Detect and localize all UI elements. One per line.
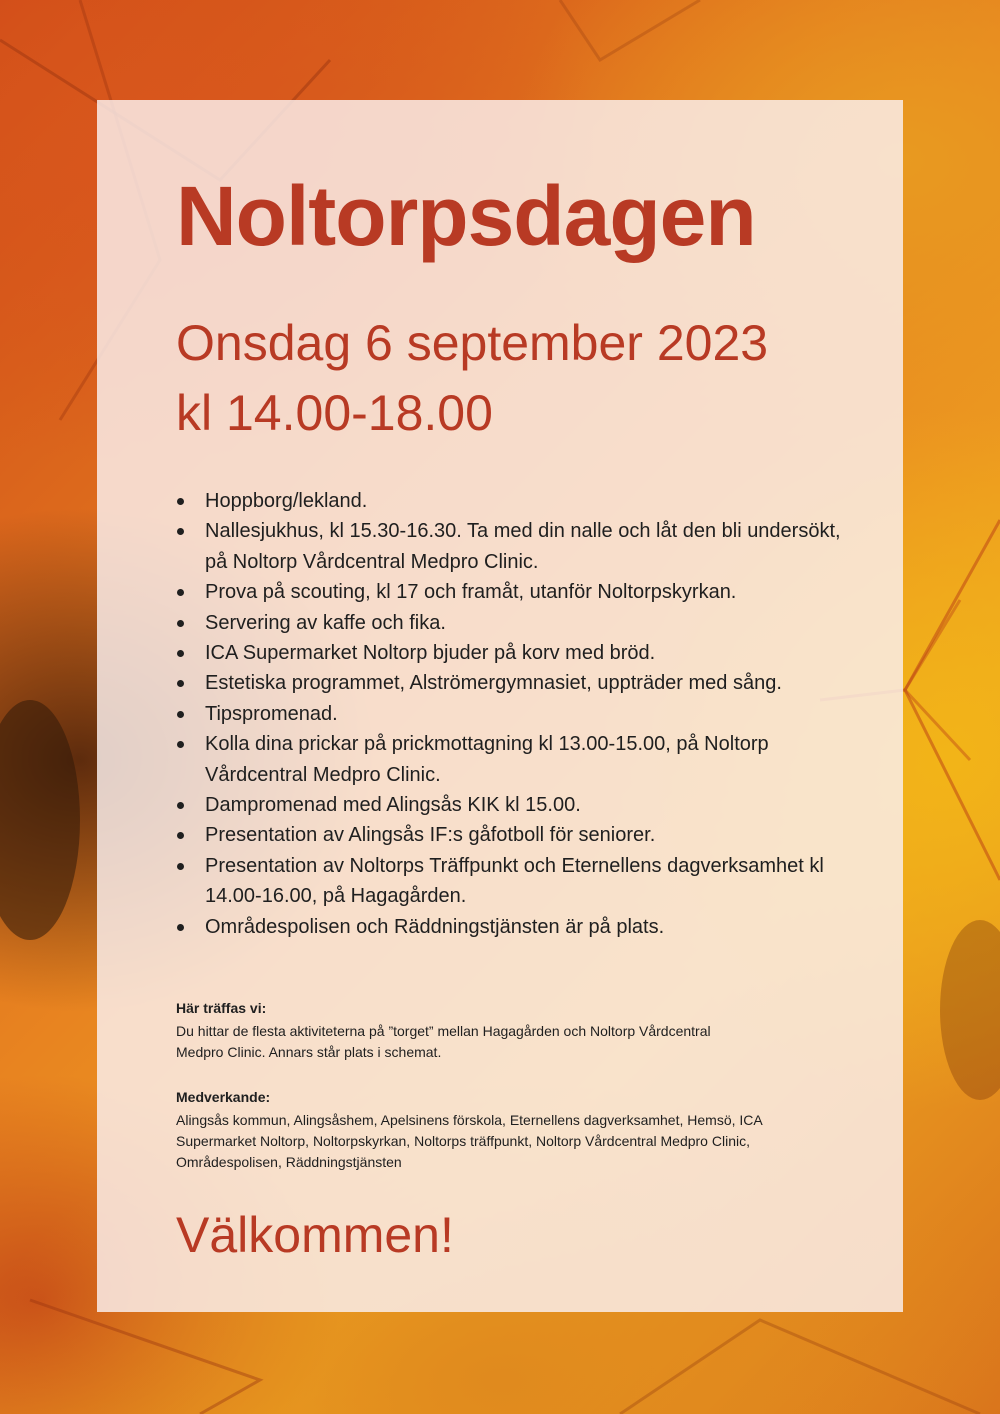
meeting-heading: Här träffas vi:	[176, 1000, 267, 1016]
activity-item: Servering av kaffe och fika.	[176, 608, 866, 638]
event-date: Onsdag 6 september 2023	[176, 315, 769, 371]
activity-item: Presentation av Alingsås IF:s gåfotboll för seniorer.	[176, 820, 866, 850]
activity-item: Dampromenad med Alingsås KIK kl 15.00.	[176, 790, 866, 820]
activity-list	[176, 486, 866, 942]
welcome-text: Välkommen!	[176, 1207, 454, 1263]
activity-item: Estetiska programmet, Alströmergymnasiet, uppträder med sång.	[176, 668, 866, 698]
activity-item: Prova på scouting, kl 17 och framåt, utanför Noltorpskyrkan.	[176, 577, 866, 607]
meeting-text: Du hittar de flesta aktiviteterna på ”torget” mellan Hagagården och Noltorp Vårdcentral Medpro Clinic. Annars står plats i schemat.	[176, 1023, 711, 1060]
activity-item: Presentation av Noltorps Träffpunkt och Eternellens dagverksamhet kl 14.00-16.00, på Hagagården.	[176, 851, 866, 912]
activity-item: Tipspromenad.	[176, 699, 866, 729]
activity-item: Hoppborg/lekland.	[176, 486, 866, 516]
activity-item: Nallesjukhus, kl 15.30-16.30. Ta med din nalle och låt den bli undersökt, på Noltorp Vårdcentral Medpro Clinic.	[176, 516, 866, 577]
activity-item: Kolla dina prickar på prickmottagning kl 13.00-15.00, på Noltorp Vårdcentral Medpro Clinic.	[176, 729, 866, 790]
event-time: kl 14.00-18.00	[176, 385, 493, 441]
event-date-time	[176, 308, 876, 448]
participants-heading: Medverkande:	[176, 1089, 271, 1105]
activity-item: Områdespolisen och Räddningstjänsten är på plats.	[176, 912, 866, 942]
participants-text: Alingsås kommun, Alingsåshem, Apelsinens förskola, Eternellens dagverksamhet, Hemsö, ICA Supermarket Noltorp, Noltorpskyrkan, Noltorps träffpunkt, Noltorp Vårdcentral Medpro Clinic, Områdespolisen, Räddningstjänsten	[176, 1112, 762, 1170]
page-title: Noltorpsdagen	[176, 169, 756, 263]
activity-item: ICA Supermarket Noltorp bjuder på korv med bröd.	[176, 638, 866, 668]
